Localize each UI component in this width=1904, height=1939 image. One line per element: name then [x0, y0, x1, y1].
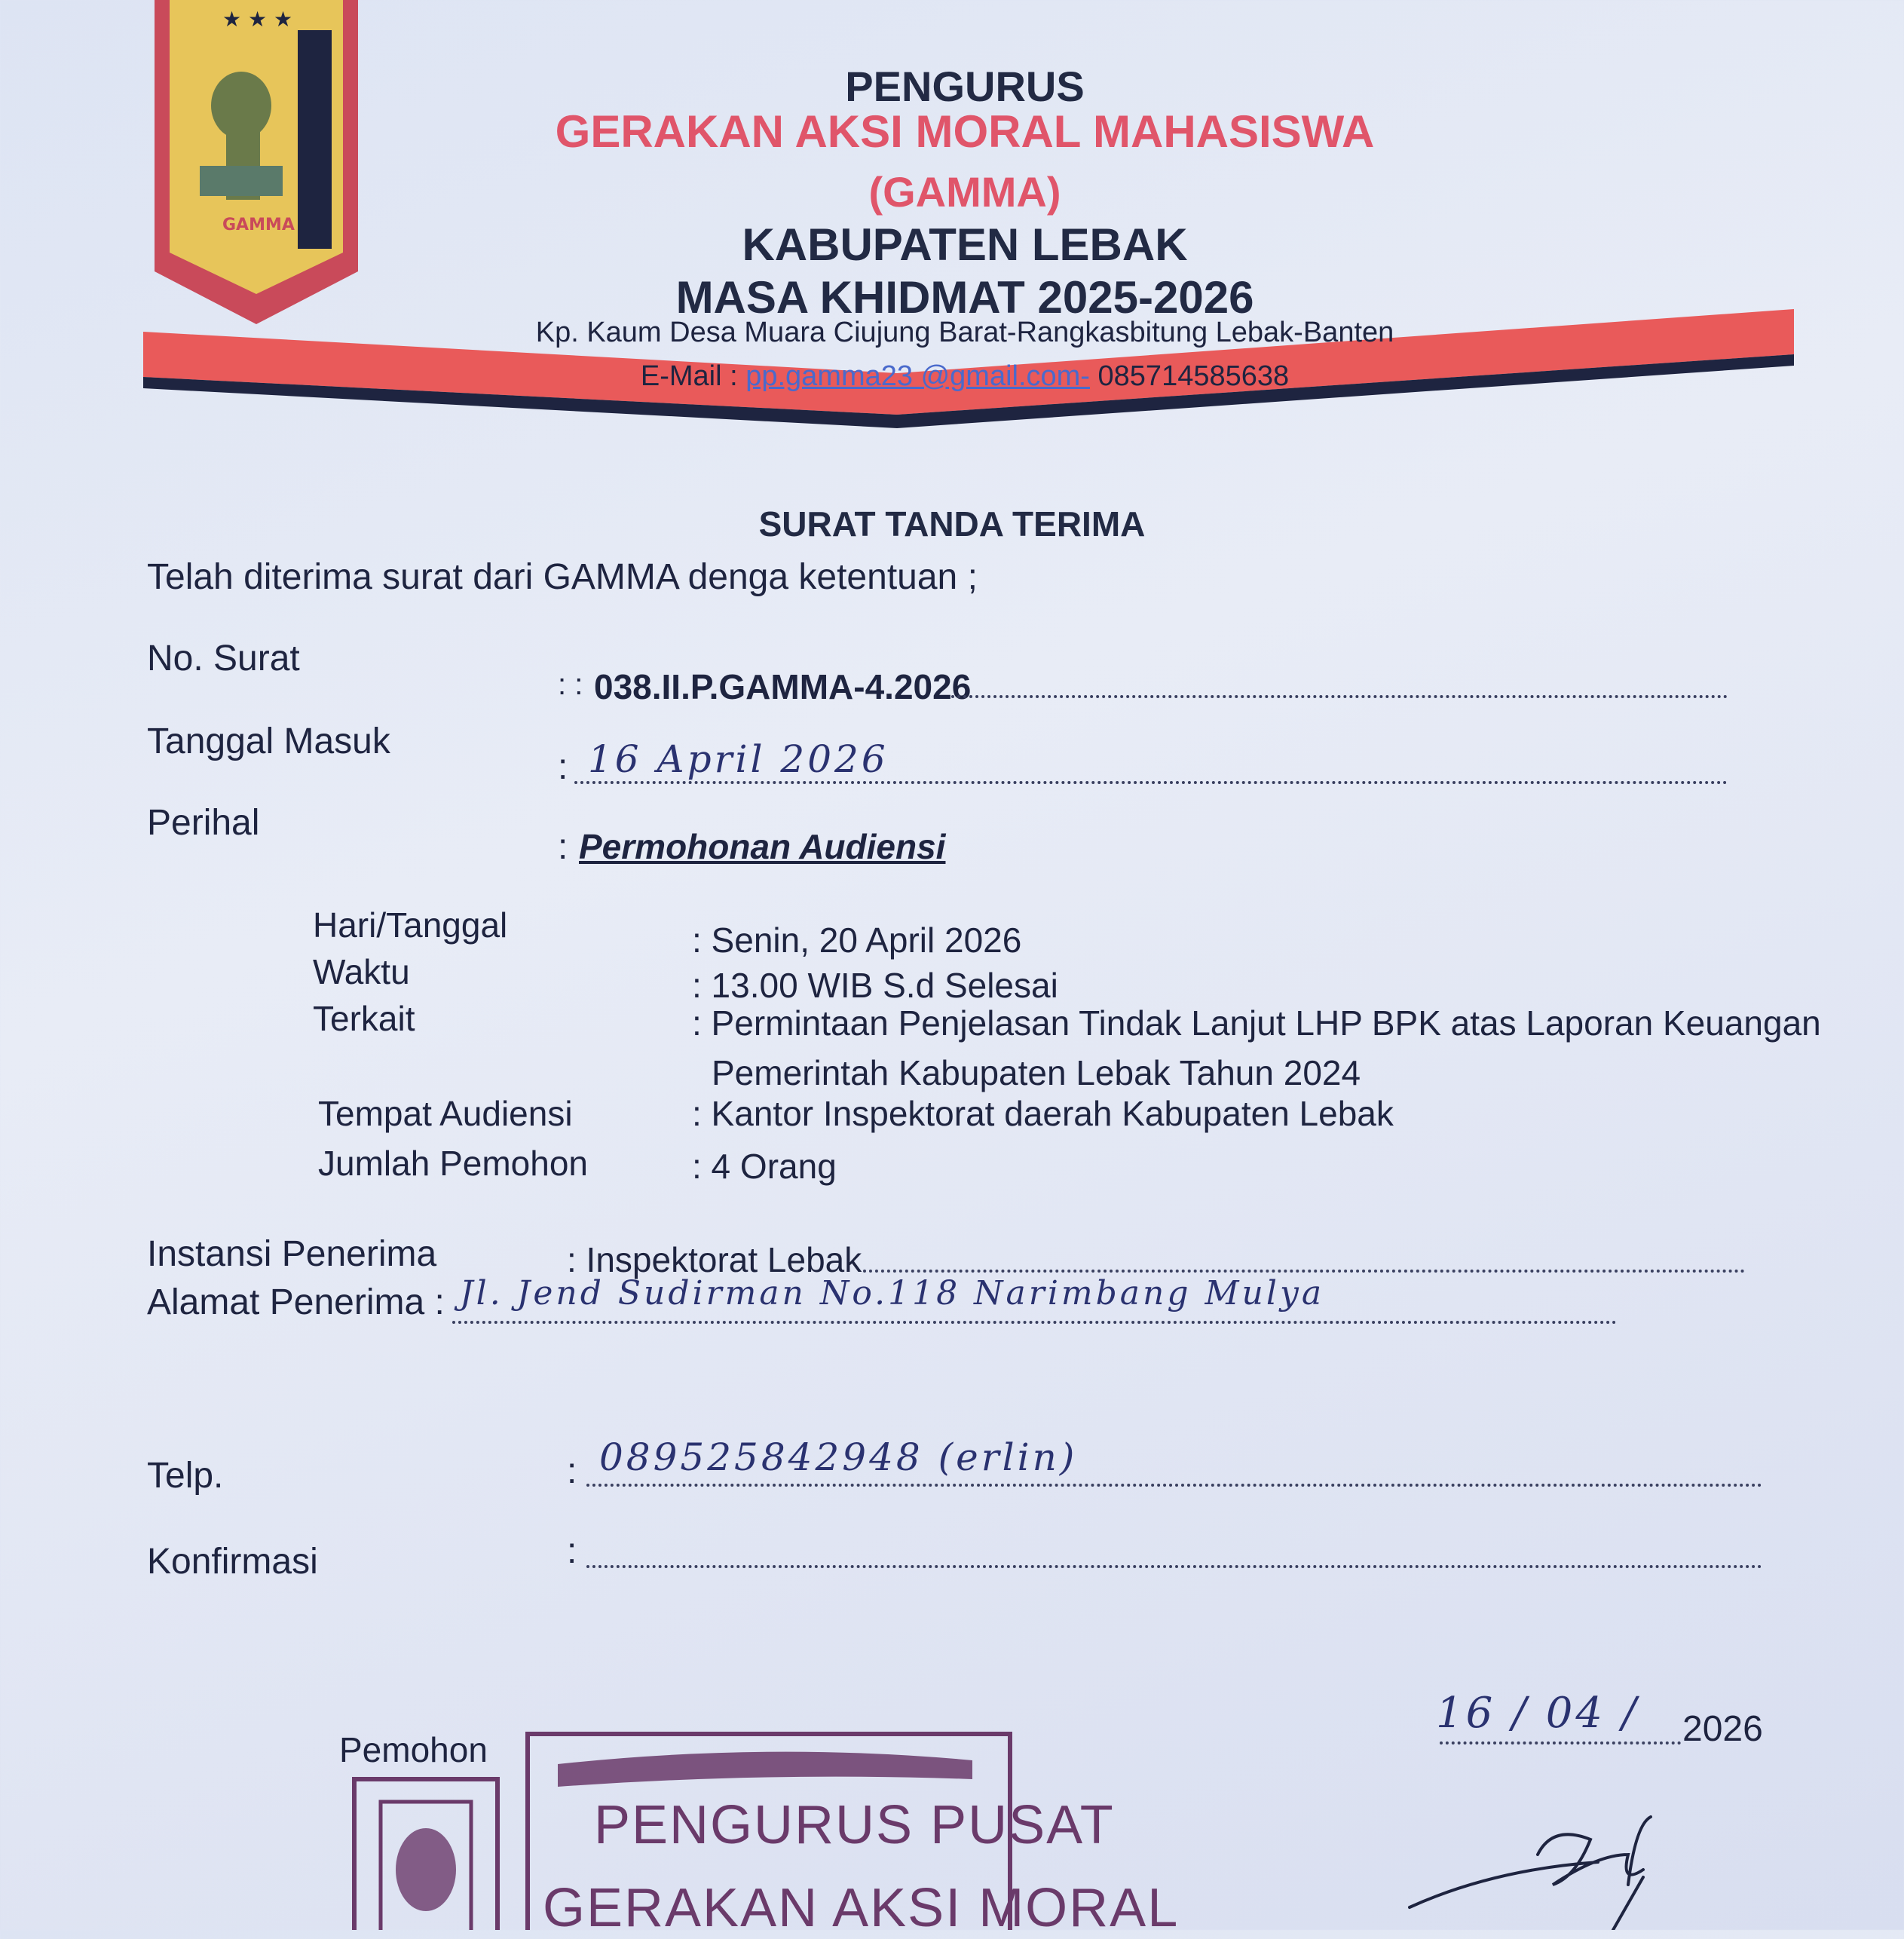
- header-line4: KABUPATEN LEBAK: [742, 219, 1188, 270]
- no-surat-colon: : :: [558, 668, 583, 701]
- header-line5: MASA KHIDMAT 2025-2026: [675, 272, 1254, 323]
- tanggal-dotted-line: [574, 781, 1728, 784]
- terkait-value-2: Pemerintah Kabupaten Lebak Tahun 2024: [712, 1053, 1361, 1092]
- pemohon-label: Pemohon: [339, 1730, 488, 1769]
- date-handwritten: 16 / 04 /: [1436, 1689, 1639, 1738]
- header-line3: (GAMMA): [868, 168, 1061, 216]
- instansi-value: : Inspektorat Lebak: [567, 1240, 862, 1279]
- intro-text: Telah diterima surat dari GAMMA denga ketentuan ;: [147, 557, 978, 597]
- alamat-dotted-line: [452, 1321, 1617, 1324]
- hari-value: : Senin, 20 April 2026: [692, 920, 1022, 960]
- jumlah-value: : 4 Orang: [692, 1147, 837, 1186]
- telp-value: 089525842948 (erlin): [599, 1435, 1078, 1479]
- perihal-colon: :: [558, 827, 568, 867]
- no-surat-dotted-line: [951, 695, 1728, 698]
- document-title: SURAT TANDA TERIMA: [758, 504, 1146, 544]
- instansi-label: Instansi Penerima: [147, 1234, 437, 1274]
- konfirmasi-dotted-line: [586, 1565, 1762, 1568]
- header-contact: [452, 360, 1477, 393]
- alamat-value: Jl. Jend Sudirman No.118 Narimbang Mulya: [460, 1274, 1325, 1313]
- date-dotted-line: [1440, 1741, 1681, 1744]
- perihal-label: Perihal: [147, 803, 260, 843]
- waktu-label: Waktu: [313, 952, 410, 991]
- email-label: E-Mail :: [640, 360, 738, 392]
- signature: [1402, 1809, 1703, 1930]
- telp-colon: :: [567, 1451, 577, 1491]
- hari-label: Hari/Tanggal: [313, 905, 508, 945]
- alamat-label: Alamat Penerima :: [147, 1282, 445, 1322]
- tanggal-colon: :: [558, 747, 568, 787]
- stamp-line1: PENGURUS PUSAT: [594, 1795, 1115, 1855]
- tempat-value: : Kantor Inspektorat daerah Kabupaten Lebak: [692, 1094, 1394, 1133]
- tempat-label: Tempat Audiensi: [318, 1094, 573, 1133]
- terkait-label: Terkait: [313, 999, 415, 1038]
- header-line1: PENGURUS: [845, 63, 1085, 110]
- waktu-value: : 13.00 WIB S.d Selesai: [692, 966, 1058, 1005]
- header-line2: GERAKAN AKSI MORAL MAHASISWA: [555, 106, 1375, 157]
- terkait-value-1: : Permintaan Penjelasan Tindak Lanjut LHP BPK atas Laporan Keuangan: [692, 1003, 1821, 1043]
- no-surat-value: 038.II.P.GAMMA-4.2026: [594, 667, 972, 706]
- jumlah-label: Jumlah Pemohon: [318, 1144, 588, 1183]
- phone-number: 085714585638: [1097, 360, 1290, 392]
- konfirmasi-colon: :: [567, 1531, 577, 1571]
- perihal-value: Permohonan Audiensi: [579, 827, 946, 866]
- instansi-dotted-line: [863, 1270, 1745, 1273]
- date-year: 2026: [1682, 1709, 1763, 1749]
- telp-label: Telp.: [147, 1456, 224, 1496]
- svg-text:★ ★ ★: ★ ★ ★: [222, 7, 293, 32]
- konfirmasi-label: Konfirmasi: [147, 1542, 318, 1582]
- email-link[interactable]: pp.gamma23 @gmail.com-: [745, 360, 1090, 392]
- no-surat-label: No. Surat: [147, 639, 300, 678]
- logo-text: GAMMA: [222, 216, 295, 234]
- gamma-logo: [155, 0, 358, 324]
- tanggal-masuk-value: 16 April 2026: [588, 737, 889, 781]
- tanggal-masuk-label: Tanggal Masuk: [147, 721, 390, 761]
- telp-dotted-line: [586, 1484, 1762, 1487]
- stamp-line2: GERAKAN AKSI MORAL: [543, 1878, 1180, 1938]
- header-address: Kp. Kaum Desa Muara Ciujung Barat-Rangkasbitung Lebak-Banten: [535, 317, 1394, 348]
